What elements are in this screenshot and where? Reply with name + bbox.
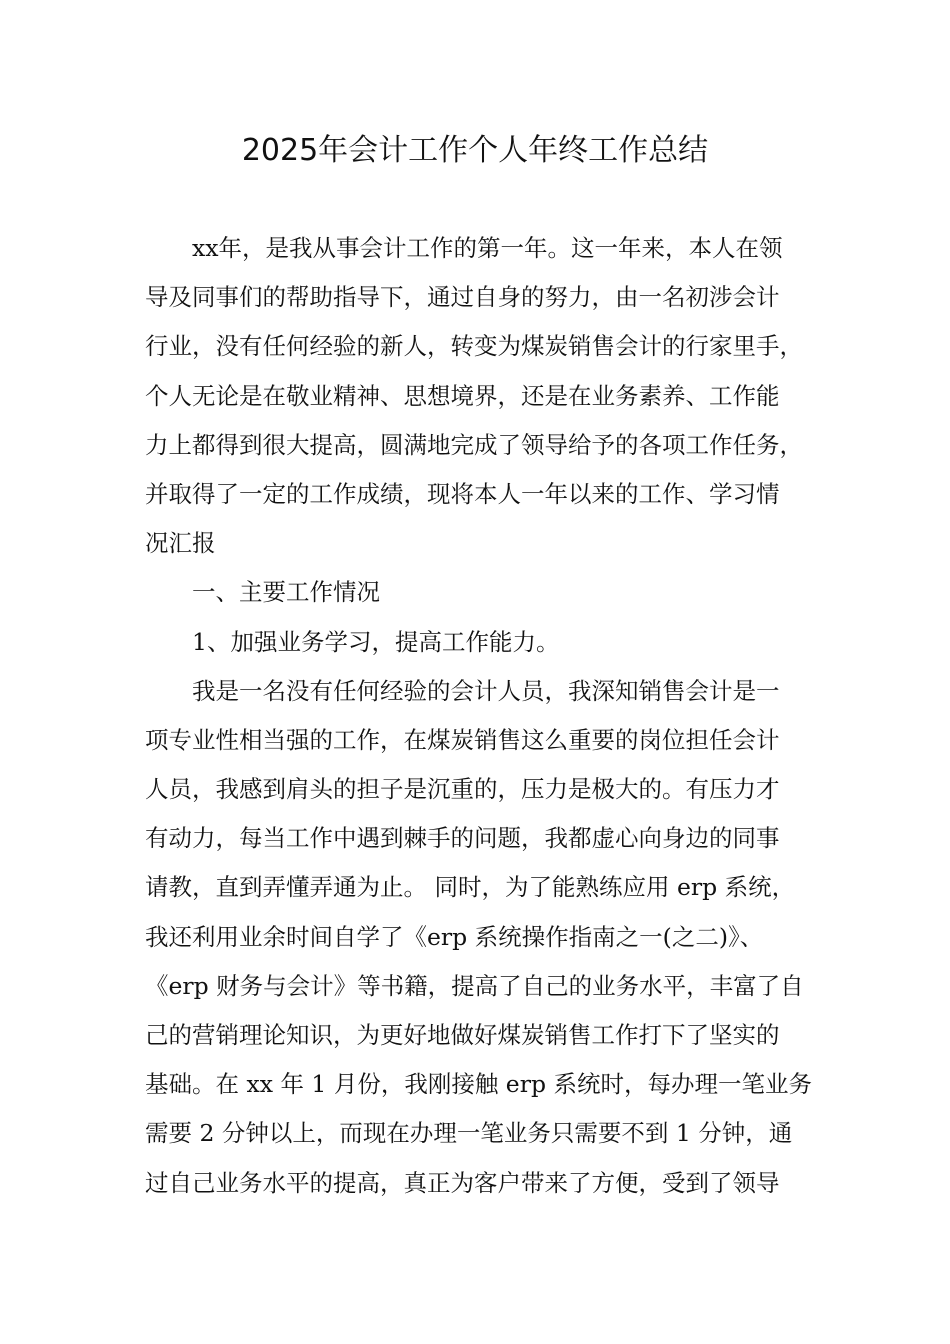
- paragraph-line: 过自己业务水平的提高，真正为客户带来了方便，受到了领导: [145, 1168, 780, 1197]
- paragraph-line: 导及同事们的帮助指导下，通过自身的努力，由一名初涉会计: [145, 283, 780, 312]
- paragraph-line: 我还利用业余时间自学了《erp 系统操作指南之一(之二)》、: [145, 922, 764, 951]
- paragraph-line: 《erp 财务与会计》等书籍，提高了自己的业务水平，丰富了自: [145, 971, 804, 1000]
- paragraph-line: 需要 2 分钟以上，而现在办理一笔业务只需要不到 1 分钟，通: [145, 1119, 793, 1148]
- paragraph-line: 力上都得到很大提高，圆满地完成了领导给予的各项工作任务，: [145, 430, 803, 459]
- subsection-heading: 1、加强业务学习，提高工作能力。: [192, 627, 560, 656]
- document-title: 2025年会计工作个人年终工作总结: [241, 133, 709, 168]
- paragraph-line: 项专业性相当强的工作，在煤炭销售这么重要的岗位担任会计: [145, 725, 780, 754]
- paragraph-line: 人员，我感到肩头的担子是沉重的，压力是极大的。有压力才: [145, 775, 780, 804]
- paragraph-line: 个人无论是在敬业精神、思想境界，还是在业务素养、工作能: [145, 381, 780, 410]
- paragraph-line: 况汇报: [145, 529, 216, 558]
- paragraph-line: 请教，直到弄懂弄通为止。 同时，为了能熟练应用 erp 系统，: [145, 873, 796, 902]
- paragraph-line: 己的营销理论知识，为更好地做好煤炭销售工作打下了坚实的: [145, 1021, 780, 1049]
- document-body: [145, 224, 825, 1208]
- paragraph-line: 行业，没有任何经验的新人，转变为煤炭销售会计的行家里手，: [145, 332, 803, 361]
- paragraph-line: 我是一名没有任何经验的会计人员，我深知销售会计是一: [192, 676, 780, 705]
- paragraph-line: 有动力，每当工作中遇到棘手的问题，我都虚心向身边的同事: [145, 824, 780, 853]
- paragraph-line: 并取得了一定的工作成绩，现将本人一年以来的工作、学习情: [145, 479, 780, 508]
- section-heading: 一、主要工作情况: [192, 578, 380, 607]
- paragraph-line: xx年，是我从事会计工作的第一年。这一年来，本人在领: [192, 234, 783, 262]
- paragraph-line: 基础。在 xx 年 1 月份，我刚接触 erp 系统时，每办理一笔业务: [145, 1070, 812, 1099]
